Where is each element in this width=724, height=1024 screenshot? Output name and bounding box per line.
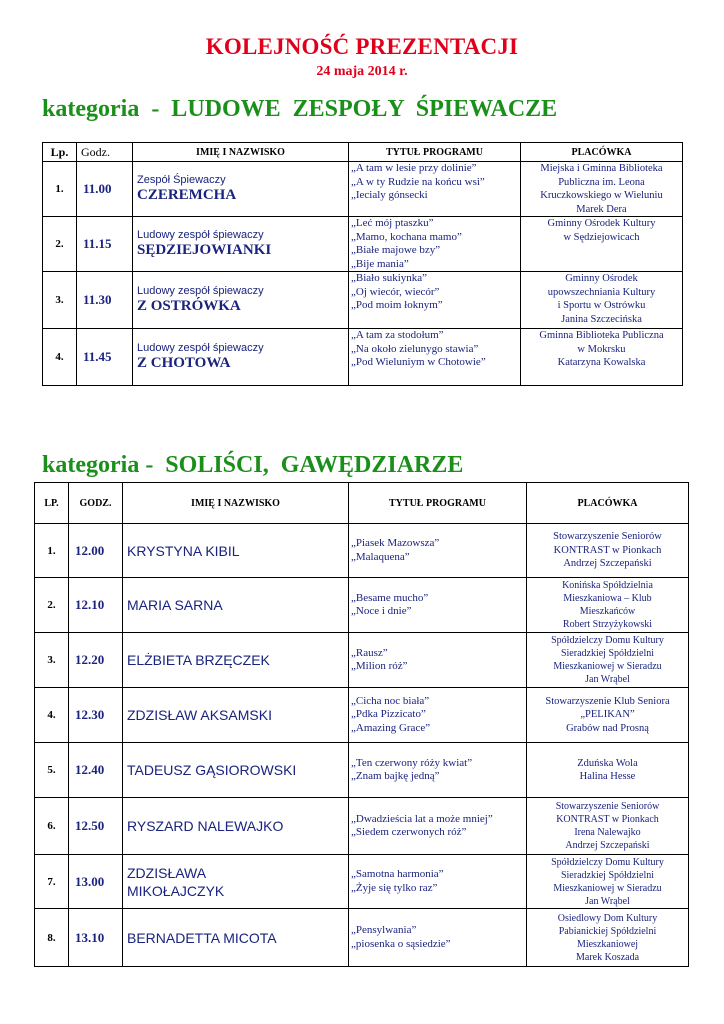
table-header-row — [43, 143, 683, 162]
program-item: „Mamo, kochana mamo” — [351, 230, 462, 243]
row-number: 1. — [35, 524, 69, 578]
table-ludowe-zespoly — [42, 142, 683, 386]
place-line: Konińska Spółdzielnia — [562, 580, 653, 591]
table-row — [43, 162, 683, 217]
place-line: Katarzyna Kowalska — [557, 357, 646, 368]
group-type: Ludowy zespół śpiewaczy — [137, 285, 264, 297]
place-line: Mieszkaniowa – Klub — [563, 593, 652, 604]
place-line: Pabianickiej Spółdzielni — [558, 925, 657, 937]
performer-name: KRYSTYNA KIBIL — [127, 542, 240, 559]
program-item: „Noce i dnie” — [351, 605, 412, 617]
program-item: „Leć mój ptaszku” — [351, 217, 434, 229]
place-cell — [521, 217, 683, 272]
row-time: 12.40 — [69, 743, 123, 798]
place-line: Janina Szczecińska — [561, 313, 642, 325]
place-line: Mieszkaniowej w Sieradzu — [553, 882, 662, 894]
col-header-name: IMIĘ I NAZWISKO — [123, 483, 349, 524]
program-item: „Białe majowe bzy” — [351, 244, 441, 256]
program-item: „piosenka o sąsiedzie” — [351, 937, 451, 950]
document-date: 24 maja 2014 r. — [316, 64, 408, 79]
row-time: 12.00 — [69, 524, 123, 578]
program-cell — [349, 633, 527, 688]
place-line: Marek Koszada — [575, 951, 640, 963]
place-line: Spółdzielczy Domu Kultury — [551, 856, 664, 868]
performer-name: ELŻBIETA BRZĘCZEK — [127, 652, 270, 668]
performer-name-cell — [123, 743, 349, 798]
performer-name-cell — [123, 688, 349, 743]
place-line: upowszechniania Kultury — [547, 286, 656, 298]
place-line: Publiczna im. Leona — [558, 176, 645, 188]
table-row — [35, 798, 689, 855]
row-name-cell — [133, 162, 349, 217]
performer-name-cell — [123, 633, 349, 688]
program-cell — [349, 855, 527, 909]
program-item: „Samotna harmonia” — [351, 868, 444, 880]
place-cell — [527, 524, 689, 578]
col-header-lp: Lp. — [43, 143, 77, 162]
program-cell — [349, 909, 527, 967]
row-number: 5. — [35, 743, 69, 798]
place-cell — [527, 633, 689, 688]
performer-name: MIKOŁAJCZYK — [127, 882, 225, 899]
performer-name: ZDZISŁAW AKSAMSKI — [127, 707, 272, 723]
place-line: Osiedlowy Dom Kultury — [557, 912, 658, 924]
program-item: „Besame mucho” — [351, 591, 429, 604]
document-title: KOLEJNOŚĆ PREZENTACJI — [205, 34, 519, 59]
place-cell — [521, 272, 683, 329]
program-item: „A w ty Rudzie na końcu wsi” — [351, 175, 485, 188]
section2-heading: kategoria - SOLIŚCI, GAWĘDZIARZE — [42, 452, 464, 478]
place-line: Gminny Ośrodek — [565, 273, 638, 284]
place-cell — [527, 743, 689, 798]
row-number: 6. — [35, 798, 69, 855]
row-number: 1. — [43, 162, 77, 217]
table-row — [35, 743, 689, 798]
place-line: Andrzej Szczepański — [565, 840, 650, 851]
program-item: „Znam bajkę jedną” — [351, 770, 440, 782]
row-name-cell — [133, 272, 349, 329]
performer-name: MARIA SARNA — [127, 597, 223, 613]
table-row — [43, 272, 683, 329]
performer-name: ZDZISŁAWA — [127, 864, 207, 881]
program-item: „Siedem czerwonych róż” — [351, 826, 467, 838]
col-header-place: PLACÓWKA — [521, 143, 683, 162]
program-item: „Ten czerwony róży kwiat” — [351, 756, 473, 769]
program-item: „Cicha noc biała” — [351, 694, 430, 707]
place-line: Andrzej Szczepański — [563, 558, 652, 570]
col-header-name: IMIĘ I NAZWISKO — [133, 143, 349, 162]
performer-name-cell — [123, 578, 349, 633]
performer-name: RYSZARD NALEWAJKO — [127, 818, 284, 834]
program-cell — [349, 217, 521, 272]
program-item: „Rausz” — [351, 646, 388, 659]
program-item: „Oj wiecór, wiecór” — [351, 285, 440, 298]
col-header-lp: LP. — [35, 483, 69, 524]
table-row — [43, 329, 683, 386]
program-cell — [349, 329, 521, 386]
program-cell — [349, 272, 521, 329]
row-number: 3. — [43, 272, 77, 329]
group-name: SĘDZIEJOWIANKI — [137, 242, 272, 258]
place-cell — [521, 162, 683, 217]
program-item: „Żyje się tylko raz” — [351, 881, 438, 894]
row-time: 11.00 — [77, 162, 133, 217]
program-item: „Amazing Grace” — [351, 721, 431, 734]
place-cell — [527, 909, 689, 967]
group-type: Zespół Śpiewaczy — [137, 174, 226, 186]
row-time: 11.30 — [77, 272, 133, 329]
table-row — [35, 633, 689, 688]
program-cell — [349, 743, 527, 798]
program-item: „Biało sukiynka” — [351, 272, 428, 284]
program-item: „Pod moim łoknym” — [351, 299, 443, 311]
place-line: w Mokrsku — [577, 343, 626, 355]
row-number: 2. — [35, 578, 69, 633]
col-header-program: TYTUŁ PROGRAMU — [349, 143, 521, 162]
row-time: 13.00 — [69, 855, 123, 909]
program-item: „Piasek Mazowsza” — [351, 537, 440, 549]
row-number: 2. — [43, 217, 77, 272]
row-name-cell — [133, 217, 349, 272]
place-line: Sieradzkiej Spółdzielni — [560, 648, 655, 659]
place-line: Mieszkańców — [579, 606, 636, 617]
place-line: i Sportu w Ostrówku — [557, 300, 646, 311]
row-number: 4. — [35, 688, 69, 743]
program-cell — [349, 524, 527, 578]
place-line: KONTRAST w Pionkach — [553, 544, 662, 556]
table-row — [35, 578, 689, 633]
program-item: „Na około zielunygo stawia” — [351, 342, 479, 355]
place-line: w Sędziejowicach — [563, 231, 640, 243]
place-line: Stowarzyszenie Klub Seniora — [545, 695, 670, 707]
row-time: 12.30 — [69, 688, 123, 743]
group-name: Z OSTRÓWKA — [137, 298, 241, 314]
col-header-time: Godz. — [77, 143, 133, 162]
place-line: Mieszkaniowej — [576, 938, 639, 950]
place-line: Stowarzyszenie Seniorów — [555, 801, 660, 812]
row-time: 11.45 — [77, 329, 133, 386]
program-cell — [349, 798, 527, 855]
table-header-row — [35, 483, 689, 524]
place-line: Marek Dera — [576, 203, 627, 215]
row-number: 7. — [35, 855, 69, 909]
table-row — [35, 909, 689, 967]
program-item: „Iecialy gónsecki — [351, 189, 428, 201]
place-line: Robert Strzyżykowski — [562, 619, 653, 630]
table-row — [43, 217, 683, 272]
program-item: „Milion róż” — [351, 660, 408, 672]
place-line: Jan Wrąbel — [585, 674, 630, 685]
row-number: 8. — [35, 909, 69, 967]
group-name: CZEREMCHA — [137, 187, 237, 203]
col-header-program: TYTUŁ PROGRAMU — [349, 483, 527, 524]
section1-heading: kategoria - LUDOWE ZESPOŁY ŚPIEWACZE — [42, 96, 558, 122]
program-item: „A tam za stodołum” — [351, 329, 444, 341]
program-item: „Dwadzieścia lat a może mniej” — [351, 812, 493, 825]
program-item: „Bije mania” — [351, 257, 409, 270]
col-header-time: GODZ. — [69, 483, 123, 524]
group-type: Ludowy zespół śpiewaczy — [137, 229, 264, 241]
table-row — [35, 524, 689, 578]
row-number: 4. — [43, 329, 77, 386]
place-line: Gminny Ośrodek Kultury — [547, 218, 656, 229]
table-row — [35, 855, 689, 909]
program-cell — [349, 578, 527, 633]
row-number: 3. — [35, 633, 69, 688]
place-line: Sieradzkiej Spółdzielni — [560, 869, 655, 881]
place-cell — [527, 578, 689, 633]
performer-name-cell — [123, 524, 349, 578]
place-line: Gminna Biblioteka Publiczna — [539, 330, 664, 341]
place-line: Mieszkaniowej w Sieradzu — [553, 661, 662, 672]
place-cell — [527, 798, 689, 855]
performer-name-cell — [123, 798, 349, 855]
program-cell — [349, 162, 521, 217]
place-line: Miejska i Gminna Biblioteka — [540, 163, 663, 174]
place-line: „PELIKAN” — [580, 709, 635, 721]
program-cell — [349, 688, 527, 743]
row-time: 12.20 — [69, 633, 123, 688]
group-name: Z CHOTOWA — [137, 355, 231, 371]
row-time: 11.15 — [77, 217, 133, 272]
row-time: 12.50 — [69, 798, 123, 855]
place-line: KONTRAST w Pionkach — [556, 814, 659, 825]
place-line: Spółdzielczy Domu Kultury — [551, 635, 664, 646]
program-item: „Malaquena” — [351, 550, 410, 563]
place-line: Kruczkowskiego w Wieluniu — [540, 190, 663, 201]
program-item: „Pdka Pizzicato” — [351, 708, 426, 721]
table-solisci-gawedziarze — [34, 482, 689, 967]
row-time: 12.10 — [69, 578, 123, 633]
place-cell — [527, 855, 689, 909]
place-line: Jan Wrąbel — [585, 895, 630, 907]
row-name-cell — [133, 329, 349, 386]
performer-name: TADEUSZ GĄSIOROWSKI — [127, 762, 297, 778]
performer-name: BERNADETTA MICOTA — [127, 929, 277, 946]
col-header-place: PLACÓWKA — [527, 483, 689, 524]
row-time: 13.10 — [69, 909, 123, 967]
place-line: Halina Hesse — [579, 771, 636, 782]
program-item: „Pod Wieluniym w Chotowie” — [351, 356, 486, 368]
place-line: Irena Nalewajko — [574, 827, 641, 838]
place-line: Stowarzyszenie Seniorów — [553, 531, 662, 543]
place-line: Zduńska Wola — [577, 757, 638, 769]
performer-name-cell — [123, 855, 349, 909]
place-cell — [527, 688, 689, 743]
program-item: „A tam w lesie przy dolinie” — [351, 162, 477, 174]
table-row — [35, 688, 689, 743]
place-cell — [521, 329, 683, 386]
group-type: Ludowy zespół śpiewaczy — [137, 342, 264, 354]
place-line: Grabów nad Prosną — [566, 722, 649, 734]
program-item: „Pensylwania” — [351, 924, 417, 936]
performer-name-cell — [123, 909, 349, 967]
